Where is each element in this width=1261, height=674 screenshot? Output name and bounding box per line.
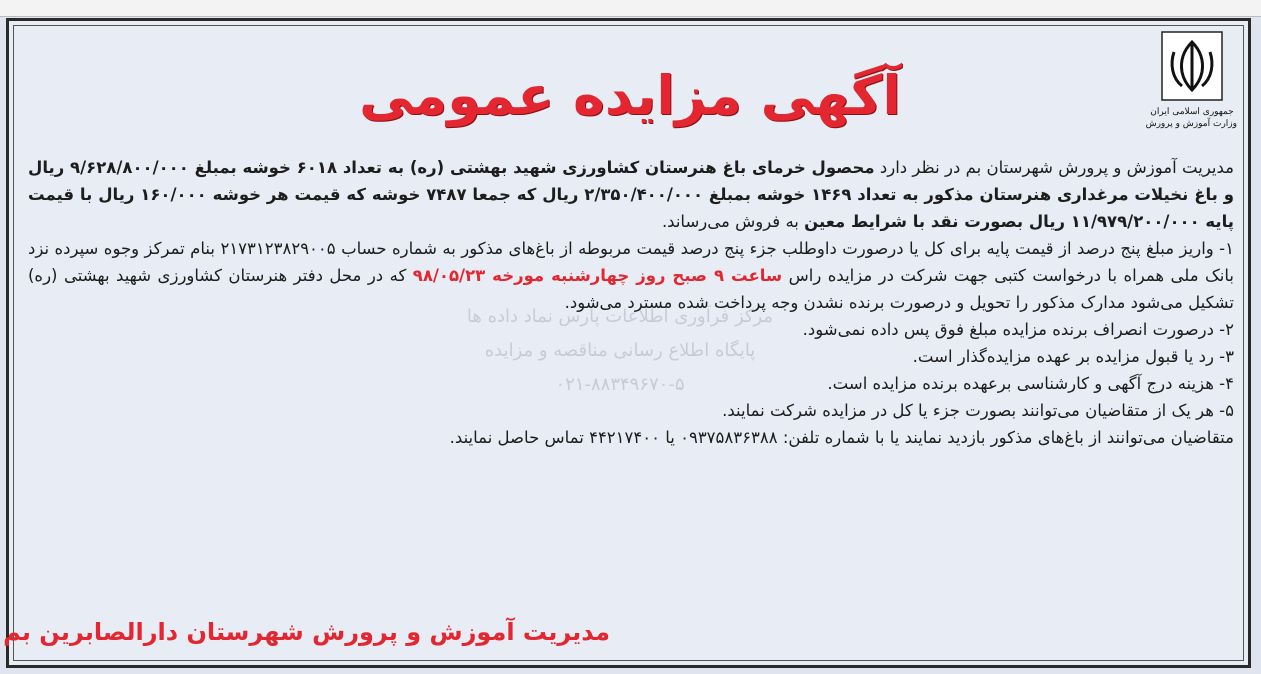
watermark-line2: پایگاه اطلاع رسانی مناقصه و مزایده bbox=[484, 340, 756, 361]
emblem-caption-line2: وزارت آموزش و پرورش bbox=[1145, 119, 1237, 129]
item1-text-c: که در محل دفتر هنرستان کشاورزی شهید بهشتی (ره) تشکیل می‌شود مدارک مذکور را تحویل و درصورت برنده نشدن وجه پرداخت شده مسترد می‌شود. bbox=[28, 266, 1234, 312]
auction-date-highlight: ساعت ۹ صبح روز چهارشنبه مورخه ۹۸/۰۵/۲۳ bbox=[412, 266, 783, 285]
issuer-signature: مدیریت آموزش و پرورش شهرستان دارالصابرین بم bbox=[3, 618, 610, 646]
intro-text-b: محصول خرمای باغ هنرستان کشاورزی شهید بهشتی (ره) به تعداد ۶۰۱۸ خوشه بمبلغ ۹/۶۲۸/۸۰۰/۰۰۰ ریال و باغ نخیلات مرغداری هنرستان مذکور به تعداد ۱۴۶۹ خوشه بمبلغ ۲/۳۵۰/۴۰۰/۰۰۰ ریال که جمعا ۷۴۸۷ خوشه که قیمت هر خوشه ۱۶۰/۰۰۰ ریال با قیمت پایه ۱۱/۹۷۹/۲۰۰/۰۰۰ ریال بصورت نقد با شرایط معین bbox=[28, 158, 1235, 231]
watermark-line3: ۰۲۱-۸۸۳۴۹۶۷۰-۵ bbox=[555, 374, 685, 395]
watermark-line1: مرکز فرآوری اطلاعات پارس نماد داده ها bbox=[466, 306, 774, 327]
item-3: ۳- رد یا قبول مزایده بر عهده مزایده‌گذار است. bbox=[912, 347, 1234, 366]
emblem-caption-line1: جمهوری اسلامی ایران bbox=[1150, 107, 1234, 117]
item-1 bbox=[28, 235, 1234, 316]
notice-body bbox=[28, 154, 1234, 451]
item1-text-a: ۱- واریز مبلغ پنج درصد از قیمت پایه برای کل یا درصورت داوطلب جزء پنج درصد قیمت مربوطه از باغ‌های مذکور به شماره حساب ۲۱۷۳۱۲۳۸۲۹۰۰۵ بنام تمرکز وجوه سپرده نزد بانک ملی همراه با درخواست کتبی جهت شرکت در مزایده راس bbox=[28, 239, 1235, 285]
item-2: ۲- درصورت انصراف برنده مزایده مبلغ فوق پس داده نمی‌شود. bbox=[802, 320, 1234, 339]
intro-text-c: به فروش می‌رساند. bbox=[661, 212, 805, 231]
intro-paragraph bbox=[28, 154, 1234, 235]
ministry-emblem bbox=[1147, 30, 1237, 148]
iran-emblem-icon bbox=[1160, 30, 1224, 102]
item-4: ۴- هزینه درج آگهی و کارشناسی برعهده برنده مزایده است. bbox=[827, 374, 1234, 393]
notice-title: آگهی مزایده عمومی bbox=[359, 64, 901, 127]
contact-line: متقاضیان می‌توانند از باغ‌های مذکور بازدید نمایند یا با شماره تلفن: ۰۹۳۷۵۸۳۶۳۸۸ یا ۴۴۲۱۷۴۰۰ تماس حاصل نمایند. bbox=[449, 428, 1234, 447]
item-5: ۵- هر یک از متقاضیان می‌توانند بصورت جزء یا کل در مزایده شرکت نمایند. bbox=[722, 401, 1234, 420]
top-clipping-strip bbox=[0, 0, 1261, 17]
intro-text-a: مدیریت آموزش و پرورش شهرستان بم در نظر دارد bbox=[874, 158, 1235, 177]
